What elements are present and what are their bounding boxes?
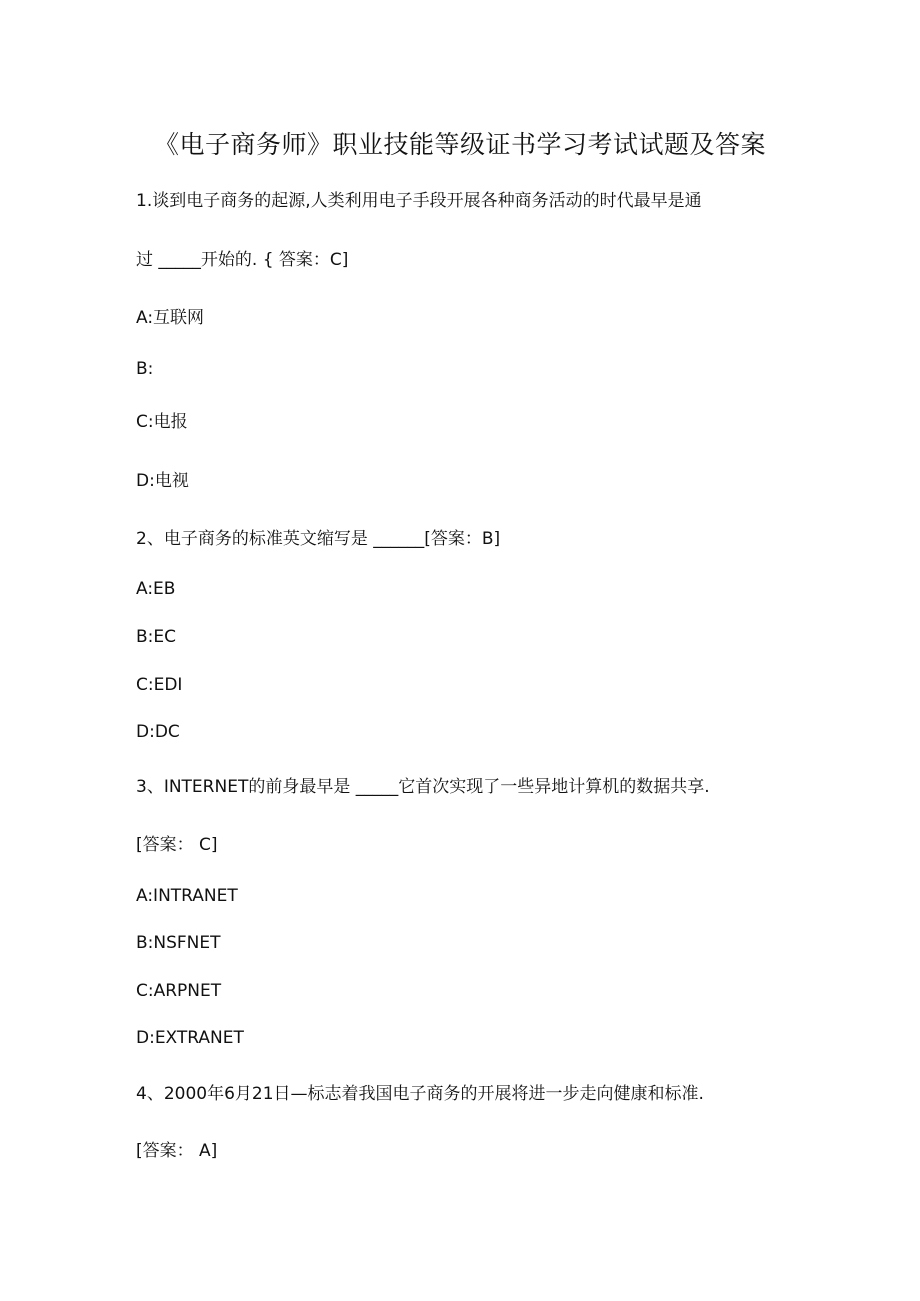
question-1-stem-line-2: 过 _____开始的. { 答案：C] xyxy=(136,250,349,270)
question-1-option-d: D:电视 xyxy=(136,471,189,491)
question-1-option-b: B: xyxy=(136,359,154,379)
document-title: 《电子商务师》职业技能等级证书学习考试试题及答案 xyxy=(153,130,766,159)
question-3-option-b: B:NSFNET xyxy=(136,933,221,953)
question-2-option-c: C:EDI xyxy=(136,675,183,695)
question-3-option-d: D:EXTRANET xyxy=(136,1028,244,1048)
question-3-option-a: A:INTRANET xyxy=(136,886,238,906)
question-3-option-c: C:ARPNET xyxy=(136,981,222,1001)
question-1-option-c: C:电报 xyxy=(136,412,188,432)
question-1-stem-line-1: 1.谈到电子商务的起源,人类利用电子手段开展各种商务活动的时代最早是通 xyxy=(136,191,702,211)
question-4-stem-line-1: 4、2000年6月21日—标志着我国电子商务的开展将进一步走向健康和标准. xyxy=(136,1084,704,1104)
question-4-stem-line-2: [答案： A] xyxy=(136,1141,218,1161)
question-2-option-d: D:DC xyxy=(136,722,180,742)
question-3-stem-line-1: 3、INTERNET的前身最早是 _____它首次实现了一些异地计算机的数据共享. xyxy=(136,777,710,797)
question-2-stem-line-1: 2、电子商务的标准英文缩写是 ______[答案：B] xyxy=(136,529,501,549)
question-2-option-b: B:EC xyxy=(136,627,177,647)
question-2-option-a: A:EB xyxy=(136,579,176,599)
question-1-option-a: A:互联网 xyxy=(136,308,205,328)
question-3-stem-line-2: [答案： C] xyxy=(136,835,218,855)
